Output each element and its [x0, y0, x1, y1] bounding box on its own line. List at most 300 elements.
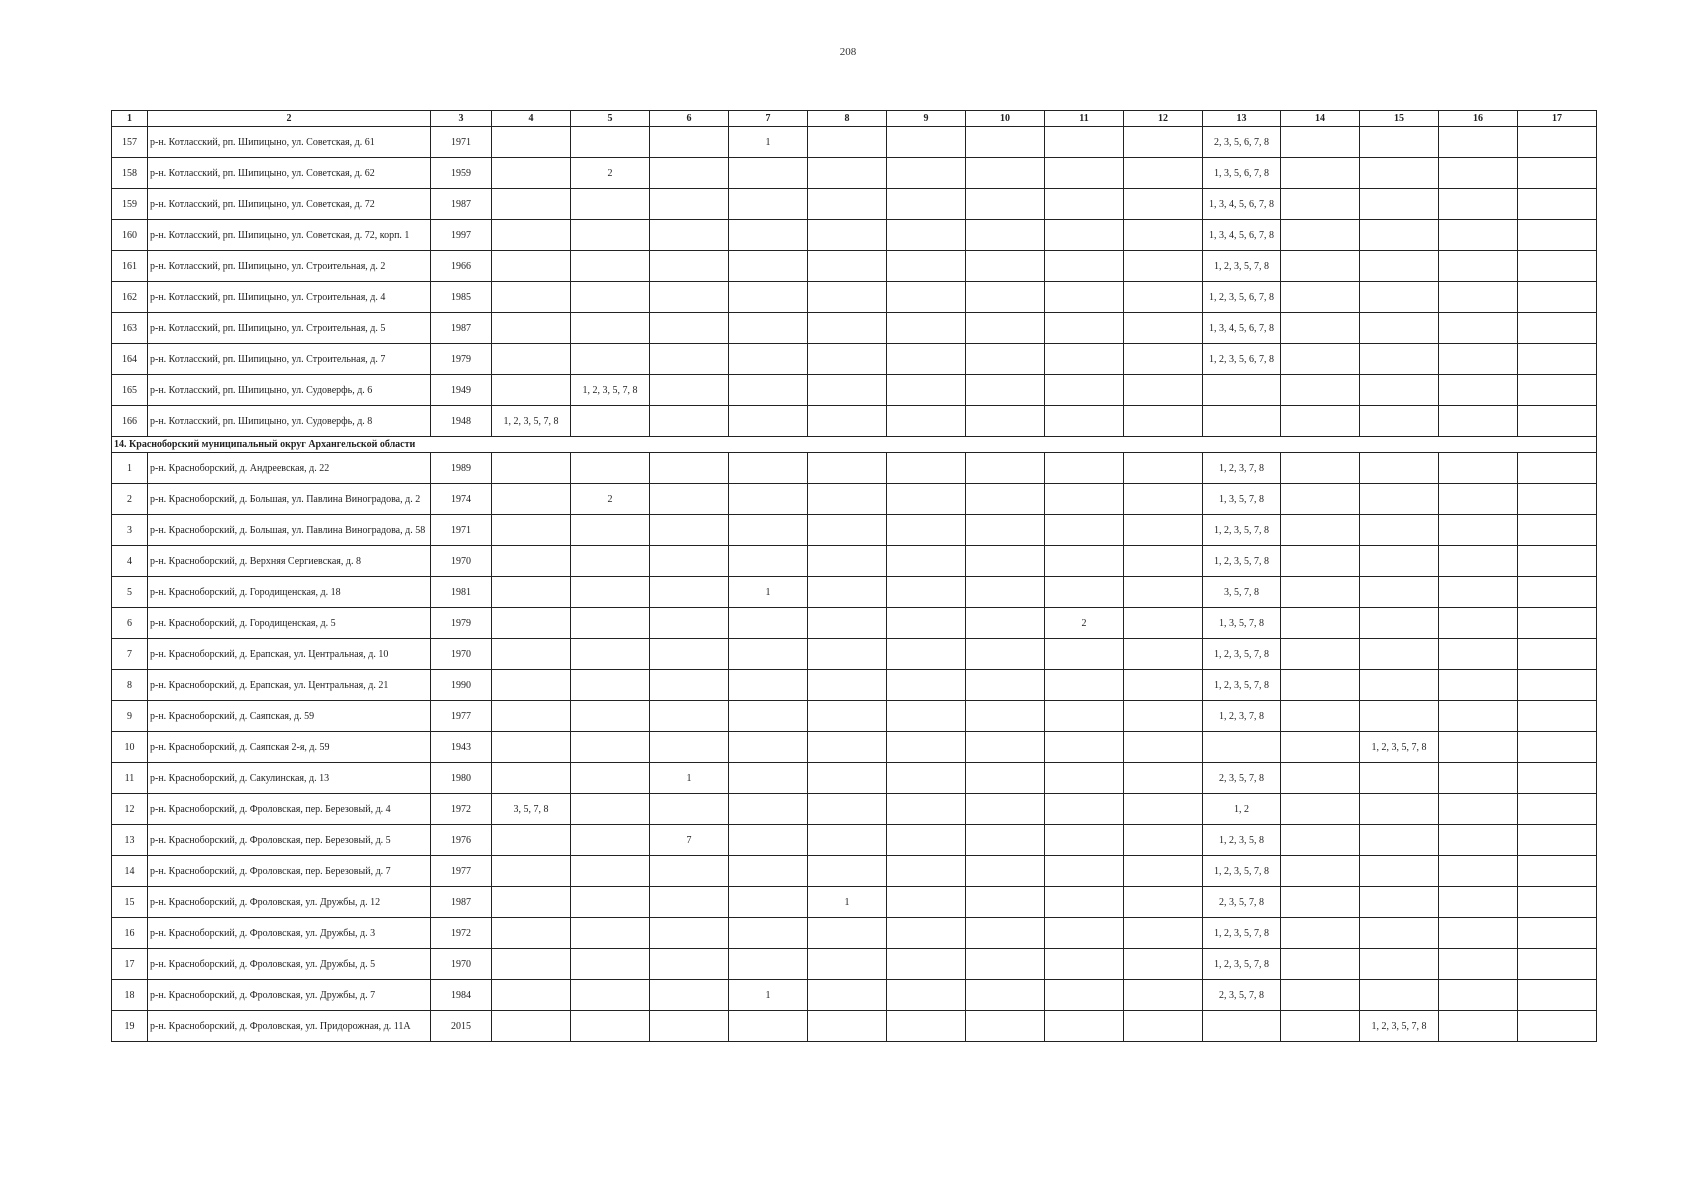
col-16-cell: [1439, 453, 1518, 484]
col-5-cell: [571, 282, 650, 313]
col-16-cell: [1439, 701, 1518, 732]
row-number-cell: 18: [112, 980, 148, 1011]
col-10-cell: [966, 127, 1045, 158]
col-9-cell: [887, 282, 966, 313]
col-5-cell: [571, 189, 650, 220]
col-8-cell: [808, 484, 887, 515]
address-cell: р-н. Красноборский, д. Фроловская, ул. Дружбы, д. 5: [148, 949, 431, 980]
table-row: [112, 608, 1597, 639]
column-header-10: 10: [966, 111, 1045, 127]
col-5-cell: [571, 453, 650, 484]
col-6-cell: [650, 670, 729, 701]
address-cell: р-н. Котласский, рп. Шипицыно, ул. Советская, д. 72: [148, 189, 431, 220]
col-8-cell: [808, 406, 887, 437]
col-5-cell: [571, 313, 650, 344]
table-row: [112, 1011, 1597, 1042]
col-11-cell: [1045, 577, 1124, 608]
col-9-cell: [887, 794, 966, 825]
col-12-cell: [1124, 1011, 1203, 1042]
col-12-cell: [1124, 282, 1203, 313]
table-row: [112, 127, 1597, 158]
col-14-cell: [1281, 670, 1360, 701]
col-5-cell: [571, 980, 650, 1011]
col-5-cell: [571, 127, 650, 158]
col-16-cell: [1439, 887, 1518, 918]
row-number-cell: 10: [112, 732, 148, 763]
table-row: [112, 344, 1597, 375]
col-9-cell: [887, 763, 966, 794]
col-4-cell: [492, 344, 571, 375]
col-6-cell: [650, 918, 729, 949]
col-4-cell: [492, 608, 571, 639]
year-cell: 1970: [431, 639, 492, 670]
address-cell: р-н. Красноборский, д. Фроловская, ул. Придорожная, д. 11А: [148, 1011, 431, 1042]
col-6-cell: [650, 344, 729, 375]
row-number-cell: 2: [112, 484, 148, 515]
col-14-cell: [1281, 639, 1360, 670]
col-7-cell: [729, 344, 808, 375]
col-11-cell: [1045, 158, 1124, 189]
year-cell: 1943: [431, 732, 492, 763]
col-16-cell: [1439, 639, 1518, 670]
address-cell: р-н. Котласский, рп. Шипицыно, ул. Советская, д. 72, корп. 1: [148, 220, 431, 251]
col-10-cell: [966, 608, 1045, 639]
col-4-cell: [492, 577, 571, 608]
col-6-cell: [650, 313, 729, 344]
column-header-11: 11: [1045, 111, 1124, 127]
section-heading-row: [112, 437, 1597, 453]
table-row: [112, 220, 1597, 251]
col-15-cell: [1360, 453, 1439, 484]
year-cell: 1970: [431, 546, 492, 577]
col-12-cell: [1124, 189, 1203, 220]
col-13-cell: 2, 3, 5, 7, 8: [1203, 980, 1281, 1011]
col-17-cell: [1518, 375, 1597, 406]
col-13-cell: 1, 3, 5, 6, 7, 8: [1203, 158, 1281, 189]
col-5-cell: [571, 515, 650, 546]
col-10-cell: [966, 546, 1045, 577]
column-header-16: 16: [1439, 111, 1518, 127]
col-6-cell: [650, 546, 729, 577]
address-cell: р-н. Красноборский, д. Фроловская, пер. Березовый, д. 4: [148, 794, 431, 825]
year-cell: 1971: [431, 127, 492, 158]
col-8-cell: [808, 732, 887, 763]
address-cell: р-н. Котласский, рп. Шипицыно, ул. Советская, д. 62: [148, 158, 431, 189]
col-11-cell: [1045, 189, 1124, 220]
col-17-cell: [1518, 763, 1597, 794]
row-number-cell: 4: [112, 546, 148, 577]
col-7-cell: [729, 670, 808, 701]
col-9-cell: [887, 313, 966, 344]
col-16-cell: [1439, 375, 1518, 406]
col-8-cell: [808, 639, 887, 670]
col-14-cell: [1281, 282, 1360, 313]
col-9-cell: [887, 453, 966, 484]
table-row: [112, 949, 1597, 980]
table-row: [112, 189, 1597, 220]
col-15-cell: [1360, 251, 1439, 282]
col-11-cell: [1045, 127, 1124, 158]
col-5-cell: [571, 344, 650, 375]
year-cell: 1985: [431, 282, 492, 313]
address-cell: р-н. Красноборский, д. Верхняя Сергиевская, д. 8: [148, 546, 431, 577]
col-13-cell: 1, 3, 5, 7, 8: [1203, 608, 1281, 639]
col-7-cell: [729, 189, 808, 220]
year-cell: 1980: [431, 763, 492, 794]
col-8-cell: [808, 856, 887, 887]
col-8-cell: [808, 220, 887, 251]
col-16-cell: [1439, 484, 1518, 515]
col-15-cell: [1360, 127, 1439, 158]
col-4-cell: [492, 1011, 571, 1042]
col-13-cell: [1203, 406, 1281, 437]
col-16-cell: [1439, 577, 1518, 608]
col-9-cell: [887, 608, 966, 639]
year-cell: 1987: [431, 189, 492, 220]
col-15-cell: [1360, 763, 1439, 794]
col-7-cell: [729, 701, 808, 732]
col-12-cell: [1124, 251, 1203, 282]
col-14-cell: [1281, 546, 1360, 577]
col-4-cell: [492, 515, 571, 546]
address-cell: р-н. Красноборский, д. Фроловская, пер. Березовый, д. 7: [148, 856, 431, 887]
row-number-cell: 157: [112, 127, 148, 158]
col-12-cell: [1124, 887, 1203, 918]
col-11-cell: [1045, 918, 1124, 949]
col-13-cell: 1, 2, 3, 5, 6, 7, 8: [1203, 344, 1281, 375]
col-4-cell: [492, 856, 571, 887]
col-8-cell: 1: [808, 887, 887, 918]
col-5-cell: [571, 577, 650, 608]
address-cell: р-н. Красноборский, д. Саяпская 2-я, д. 59: [148, 732, 431, 763]
col-8-cell: [808, 577, 887, 608]
col-12-cell: [1124, 794, 1203, 825]
col-14-cell: [1281, 189, 1360, 220]
address-cell: р-н. Красноборский, д. Фроловская, пер. Березовый, д. 5: [148, 825, 431, 856]
col-15-cell: [1360, 980, 1439, 1011]
table-row: [112, 639, 1597, 670]
col-11-cell: [1045, 980, 1124, 1011]
col-8-cell: [808, 158, 887, 189]
row-number-cell: 15: [112, 887, 148, 918]
col-11-cell: [1045, 282, 1124, 313]
col-9-cell: [887, 344, 966, 375]
col-9-cell: [887, 980, 966, 1011]
page-number: 208: [839, 46, 857, 58]
col-12-cell: [1124, 313, 1203, 344]
col-10-cell: [966, 251, 1045, 282]
col-9-cell: [887, 949, 966, 980]
year-cell: 1977: [431, 701, 492, 732]
col-8-cell: [808, 344, 887, 375]
year-cell: 1984: [431, 980, 492, 1011]
col-10-cell: [966, 639, 1045, 670]
year-cell: 1976: [431, 825, 492, 856]
col-6-cell: [650, 484, 729, 515]
col-11-cell: [1045, 763, 1124, 794]
col-13-cell: 1, 2, 3, 5, 7, 8: [1203, 251, 1281, 282]
col-14-cell: [1281, 158, 1360, 189]
address-cell: р-н. Красноборский, д. Фроловская, ул. Дружбы, д. 12: [148, 887, 431, 918]
col-10-cell: [966, 313, 1045, 344]
col-13-cell: 2, 3, 5, 7, 8: [1203, 887, 1281, 918]
col-9-cell: [887, 639, 966, 670]
col-16-cell: [1439, 608, 1518, 639]
col-4-cell: [492, 375, 571, 406]
col-9-cell: [887, 887, 966, 918]
address-cell: р-н. Котласский, рп. Шипицыно, ул. Строительная, д. 5: [148, 313, 431, 344]
col-8-cell: [808, 701, 887, 732]
col-8-cell: [808, 453, 887, 484]
table-row: [112, 375, 1597, 406]
col-7-cell: [729, 949, 808, 980]
col-13-cell: 1, 2, 3, 5, 7, 8: [1203, 546, 1281, 577]
col-7-cell: 1: [729, 577, 808, 608]
col-17-cell: [1518, 856, 1597, 887]
col-17-cell: [1518, 282, 1597, 313]
col-12-cell: [1124, 670, 1203, 701]
col-16-cell: [1439, 406, 1518, 437]
col-12-cell: [1124, 344, 1203, 375]
row-number-cell: 166: [112, 406, 148, 437]
col-13-cell: 1, 2, 3, 5, 7, 8: [1203, 670, 1281, 701]
col-13-cell: 3, 5, 7, 8: [1203, 577, 1281, 608]
col-12-cell: [1124, 577, 1203, 608]
col-14-cell: [1281, 918, 1360, 949]
col-15-cell: [1360, 484, 1439, 515]
col-9-cell: [887, 406, 966, 437]
col-8-cell: [808, 127, 887, 158]
col-6-cell: [650, 251, 729, 282]
col-5-cell: [571, 251, 650, 282]
col-8-cell: [808, 980, 887, 1011]
col-17-cell: [1518, 453, 1597, 484]
col-17-cell: [1518, 639, 1597, 670]
col-5-cell: 2: [571, 484, 650, 515]
col-10-cell: [966, 453, 1045, 484]
table-row: [112, 158, 1597, 189]
col-15-cell: [1360, 794, 1439, 825]
address-cell: р-н. Красноборский, д. Ерапская, ул. Центральная, д. 10: [148, 639, 431, 670]
col-10-cell: [966, 918, 1045, 949]
col-10-cell: [966, 825, 1045, 856]
col-16-cell: [1439, 546, 1518, 577]
column-header-14: 14: [1281, 111, 1360, 127]
col-9-cell: [887, 189, 966, 220]
year-cell: 2015: [431, 1011, 492, 1042]
column-header-15: 15: [1360, 111, 1439, 127]
col-14-cell: [1281, 127, 1360, 158]
col-5-cell: [571, 220, 650, 251]
col-17-cell: [1518, 887, 1597, 918]
col-16-cell: [1439, 825, 1518, 856]
col-17-cell: [1518, 344, 1597, 375]
col-10-cell: [966, 375, 1045, 406]
col-14-cell: [1281, 794, 1360, 825]
col-6-cell: [650, 701, 729, 732]
row-number-cell: 7: [112, 639, 148, 670]
table-row: [112, 251, 1597, 282]
row-number-cell: 14: [112, 856, 148, 887]
col-4-cell: [492, 980, 571, 1011]
col-10-cell: [966, 856, 1045, 887]
col-7-cell: [729, 856, 808, 887]
row-number-cell: 13: [112, 825, 148, 856]
col-13-cell: 1, 2, 3, 5, 7, 8: [1203, 949, 1281, 980]
address-cell: р-н. Красноборский, д. Большая, ул. Павлина Виноградова, д. 2: [148, 484, 431, 515]
col-16-cell: [1439, 918, 1518, 949]
year-cell: 1977: [431, 856, 492, 887]
column-header-1: 1: [112, 111, 148, 127]
col-16-cell: [1439, 344, 1518, 375]
col-15-cell: [1360, 546, 1439, 577]
col-12-cell: [1124, 701, 1203, 732]
col-11-cell: [1045, 1011, 1124, 1042]
col-7-cell: [729, 313, 808, 344]
row-number-cell: 12: [112, 794, 148, 825]
col-13-cell: 1, 3, 4, 5, 6, 7, 8: [1203, 220, 1281, 251]
col-14-cell: [1281, 344, 1360, 375]
row-number-cell: 16: [112, 918, 148, 949]
col-8-cell: [808, 515, 887, 546]
col-13-cell: 1, 2, 3, 5, 7, 8: [1203, 856, 1281, 887]
column-header-6: 6: [650, 111, 729, 127]
col-17-cell: [1518, 670, 1597, 701]
col-14-cell: [1281, 825, 1360, 856]
col-14-cell: [1281, 406, 1360, 437]
year-cell: 1971: [431, 515, 492, 546]
col-4-cell: [492, 825, 571, 856]
col-9-cell: [887, 251, 966, 282]
col-16-cell: [1439, 282, 1518, 313]
col-7-cell: [729, 887, 808, 918]
row-number-cell: 5: [112, 577, 148, 608]
col-5-cell: [571, 1011, 650, 1042]
col-7-cell: [729, 453, 808, 484]
col-15-cell: [1360, 189, 1439, 220]
col-6-cell: [650, 577, 729, 608]
col-16-cell: [1439, 732, 1518, 763]
col-15-cell: [1360, 918, 1439, 949]
year-cell: 1948: [431, 406, 492, 437]
col-6-cell: [650, 220, 729, 251]
col-7-cell: [729, 918, 808, 949]
year-cell: 1990: [431, 670, 492, 701]
col-17-cell: [1518, 980, 1597, 1011]
col-6-cell: [650, 856, 729, 887]
col-5-cell: [571, 608, 650, 639]
col-5-cell: [571, 701, 650, 732]
col-9-cell: [887, 546, 966, 577]
col-9-cell: [887, 825, 966, 856]
col-4-cell: [492, 732, 571, 763]
col-15-cell: [1360, 639, 1439, 670]
col-12-cell: [1124, 639, 1203, 670]
col-11-cell: [1045, 515, 1124, 546]
col-11-cell: [1045, 453, 1124, 484]
col-14-cell: [1281, 1011, 1360, 1042]
col-6-cell: [650, 127, 729, 158]
col-15-cell: [1360, 406, 1439, 437]
year-cell: 1987: [431, 313, 492, 344]
col-4-cell: [492, 251, 571, 282]
col-7-cell: [729, 251, 808, 282]
address-cell: р-н. Красноборский, д. Саяпская, д. 59: [148, 701, 431, 732]
col-17-cell: [1518, 127, 1597, 158]
col-11-cell: [1045, 406, 1124, 437]
table-row: [112, 484, 1597, 515]
col-17-cell: [1518, 158, 1597, 189]
col-7-cell: [729, 1011, 808, 1042]
year-cell: 1979: [431, 344, 492, 375]
col-9-cell: [887, 220, 966, 251]
row-number-cell: 8: [112, 670, 148, 701]
col-4-cell: [492, 127, 571, 158]
col-16-cell: [1439, 158, 1518, 189]
column-header-8: 8: [808, 111, 887, 127]
address-cell: р-н. Красноборский, д. Большая, ул. Павлина Виноградова, д. 58: [148, 515, 431, 546]
col-5-cell: [571, 732, 650, 763]
year-cell: 1987: [431, 887, 492, 918]
col-10-cell: [966, 949, 1045, 980]
col-12-cell: [1124, 763, 1203, 794]
column-header-13: 13: [1203, 111, 1281, 127]
row-number-cell: 17: [112, 949, 148, 980]
col-10-cell: [966, 515, 1045, 546]
col-13-cell: [1203, 375, 1281, 406]
col-7-cell: [729, 158, 808, 189]
address-cell: р-н. Красноборский, д. Ерапская, ул. Центральная, д. 21: [148, 670, 431, 701]
col-11-cell: [1045, 794, 1124, 825]
row-number-cell: 3: [112, 515, 148, 546]
col-5-cell: [571, 639, 650, 670]
col-11-cell: [1045, 344, 1124, 375]
col-7-cell: [729, 406, 808, 437]
col-8-cell: [808, 189, 887, 220]
col-14-cell: [1281, 375, 1360, 406]
col-7-cell: [729, 732, 808, 763]
col-7-cell: 1: [729, 127, 808, 158]
year-cell: 1981: [431, 577, 492, 608]
col-15-cell: [1360, 220, 1439, 251]
col-10-cell: [966, 282, 1045, 313]
col-17-cell: [1518, 313, 1597, 344]
col-5-cell: [571, 794, 650, 825]
col-14-cell: [1281, 515, 1360, 546]
year-cell: 1997: [431, 220, 492, 251]
col-11-cell: [1045, 825, 1124, 856]
row-number-cell: 158: [112, 158, 148, 189]
col-15-cell: [1360, 825, 1439, 856]
year-cell: 1979: [431, 608, 492, 639]
col-15-cell: [1360, 670, 1439, 701]
col-14-cell: [1281, 732, 1360, 763]
col-17-cell: [1518, 608, 1597, 639]
col-11-cell: [1045, 949, 1124, 980]
col-13-cell: 1, 2, 3, 5, 7, 8: [1203, 918, 1281, 949]
address-cell: р-н. Красноборский, д. Городищенская, д. 18: [148, 577, 431, 608]
col-16-cell: [1439, 127, 1518, 158]
col-11-cell: [1045, 732, 1124, 763]
col-4-cell: [492, 189, 571, 220]
col-17-cell: [1518, 1011, 1597, 1042]
col-4-cell: 3, 5, 7, 8: [492, 794, 571, 825]
col-6-cell: [650, 980, 729, 1011]
col-4-cell: [492, 546, 571, 577]
col-16-cell: [1439, 1011, 1518, 1042]
col-17-cell: [1518, 406, 1597, 437]
col-15-cell: 1, 2, 3, 5, 7, 8: [1360, 1011, 1439, 1042]
